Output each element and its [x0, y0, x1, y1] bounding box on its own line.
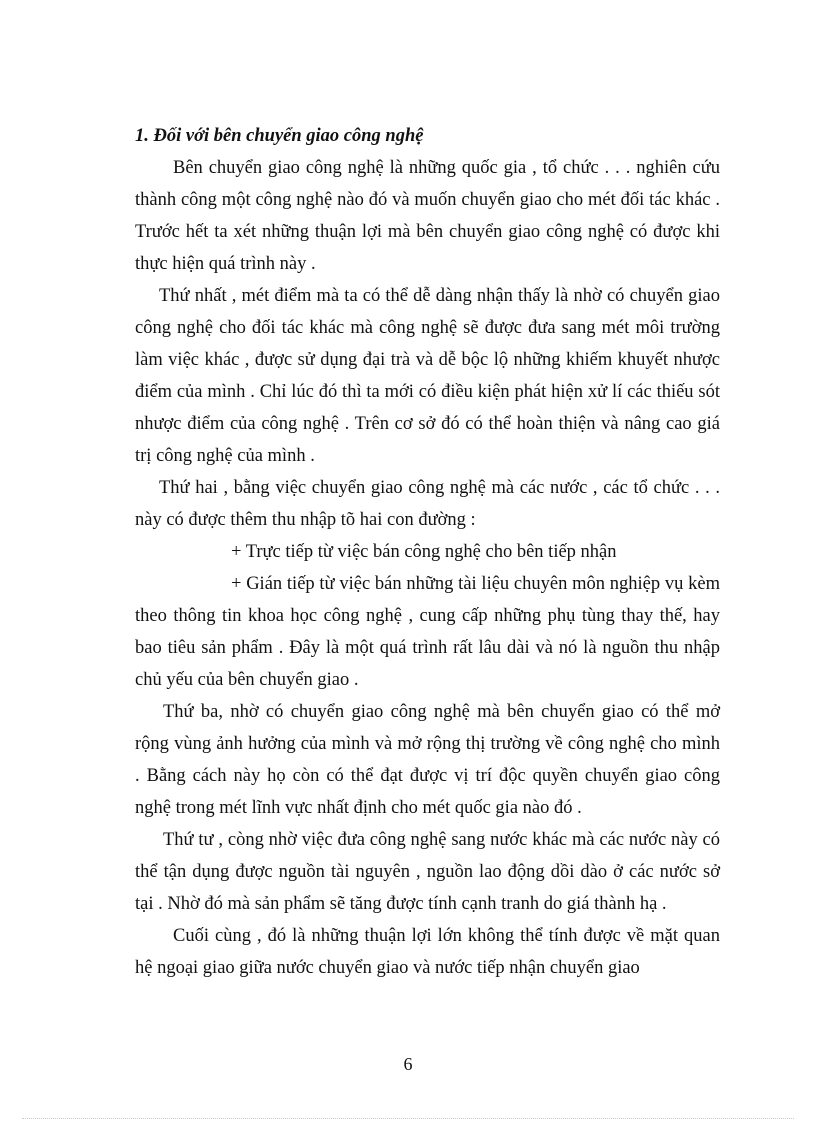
paragraph-finally: Cuối cùng , đó là những thuận lợi lớn không thể tính được về mặt quan hệ ngoại giao giữa nước chuyển giao và nước tiếp nhận chuyển giao	[135, 926, 720, 978]
bullet-indirect-income: + Gián tiếp từ việc bán những tài liệu chuyên môn nghiệp vụ kèm theo thông tin khoa học công nghệ , cung cấp những phụ tùng thay thế, hay bao tiêu sản phẩm . Đây là một quá trình rất lâu dài và nó là nguồn thu nhập chủ yếu của bên chuyển giao .	[135, 574, 720, 690]
paragraph-intro: Bên chuyển giao công nghệ là những quốc gia , tổ chức . . . nghiên cứu thành công một công nghệ nào đó và muốn chuyển giao cho mét đối tác khác . Trước hết ta xét những thuận lợi mà bên chuyển giao công nghệ có được khi thực hiện quá trình này .	[135, 158, 720, 274]
page-number: 6	[403, 1054, 413, 1074]
paragraph-first-point: Thứ nhất , mét điểm mà ta có thể dễ dàng nhận thấy là nhờ có chuyển giao công nghệ cho đối tác khác mà công nghệ sẽ được đưa sang mét môi trường làm việc khác , được sử dụng đại trà và dễ bộc lộ những khiếm khuyết nhược điểm của mình . Chỉ lúc đó thì ta mới có điều kiện phát hiện xử lí các thiếu sót nhược điểm của công nghệ . Trên cơ sở đó có thể hoàn thiện và nâng cao giá trị công nghệ của mình .	[135, 286, 720, 466]
bullet-direct-income: + Trực tiếp từ việc bán công nghệ cho bên tiếp nhận	[231, 542, 617, 562]
paragraph-second-point: Thứ hai , bằng việc chuyển giao công nghệ mà các nước , các tổ chức . . . này có được thêm thu nhập tõ hai con đường :	[135, 478, 720, 530]
section-heading: 1. Đối với bên chuyển giao công nghệ	[135, 126, 424, 146]
page-bottom-divider	[22, 1118, 794, 1119]
page-content	[135, 120, 720, 984]
paragraph-fourth-point: Thứ tư , còng nhờ việc đưa công nghệ sang nước khác mà các nước này có thể tận dụng được nguồn tài nguyên , nguồn lao động dồi dào ở các nước sở tại . Nhờ đó mà sản phẩm sẽ tăng được tính cạnh tranh do giá thành hạ .	[135, 830, 720, 914]
paragraph-third-point: Thứ ba, nhờ có chuyển giao công nghệ mà bên chuyển giao có thể mở rộng vùng ảnh hưởng của mình và mở rộng thị trường về công nghệ cho mình . Bằng cách này họ còn có thể đạt được vị trí độc quyền chuyển giao công nghệ trong mét lĩnh vực nhất định cho mét quốc gia nào đó .	[135, 702, 720, 818]
